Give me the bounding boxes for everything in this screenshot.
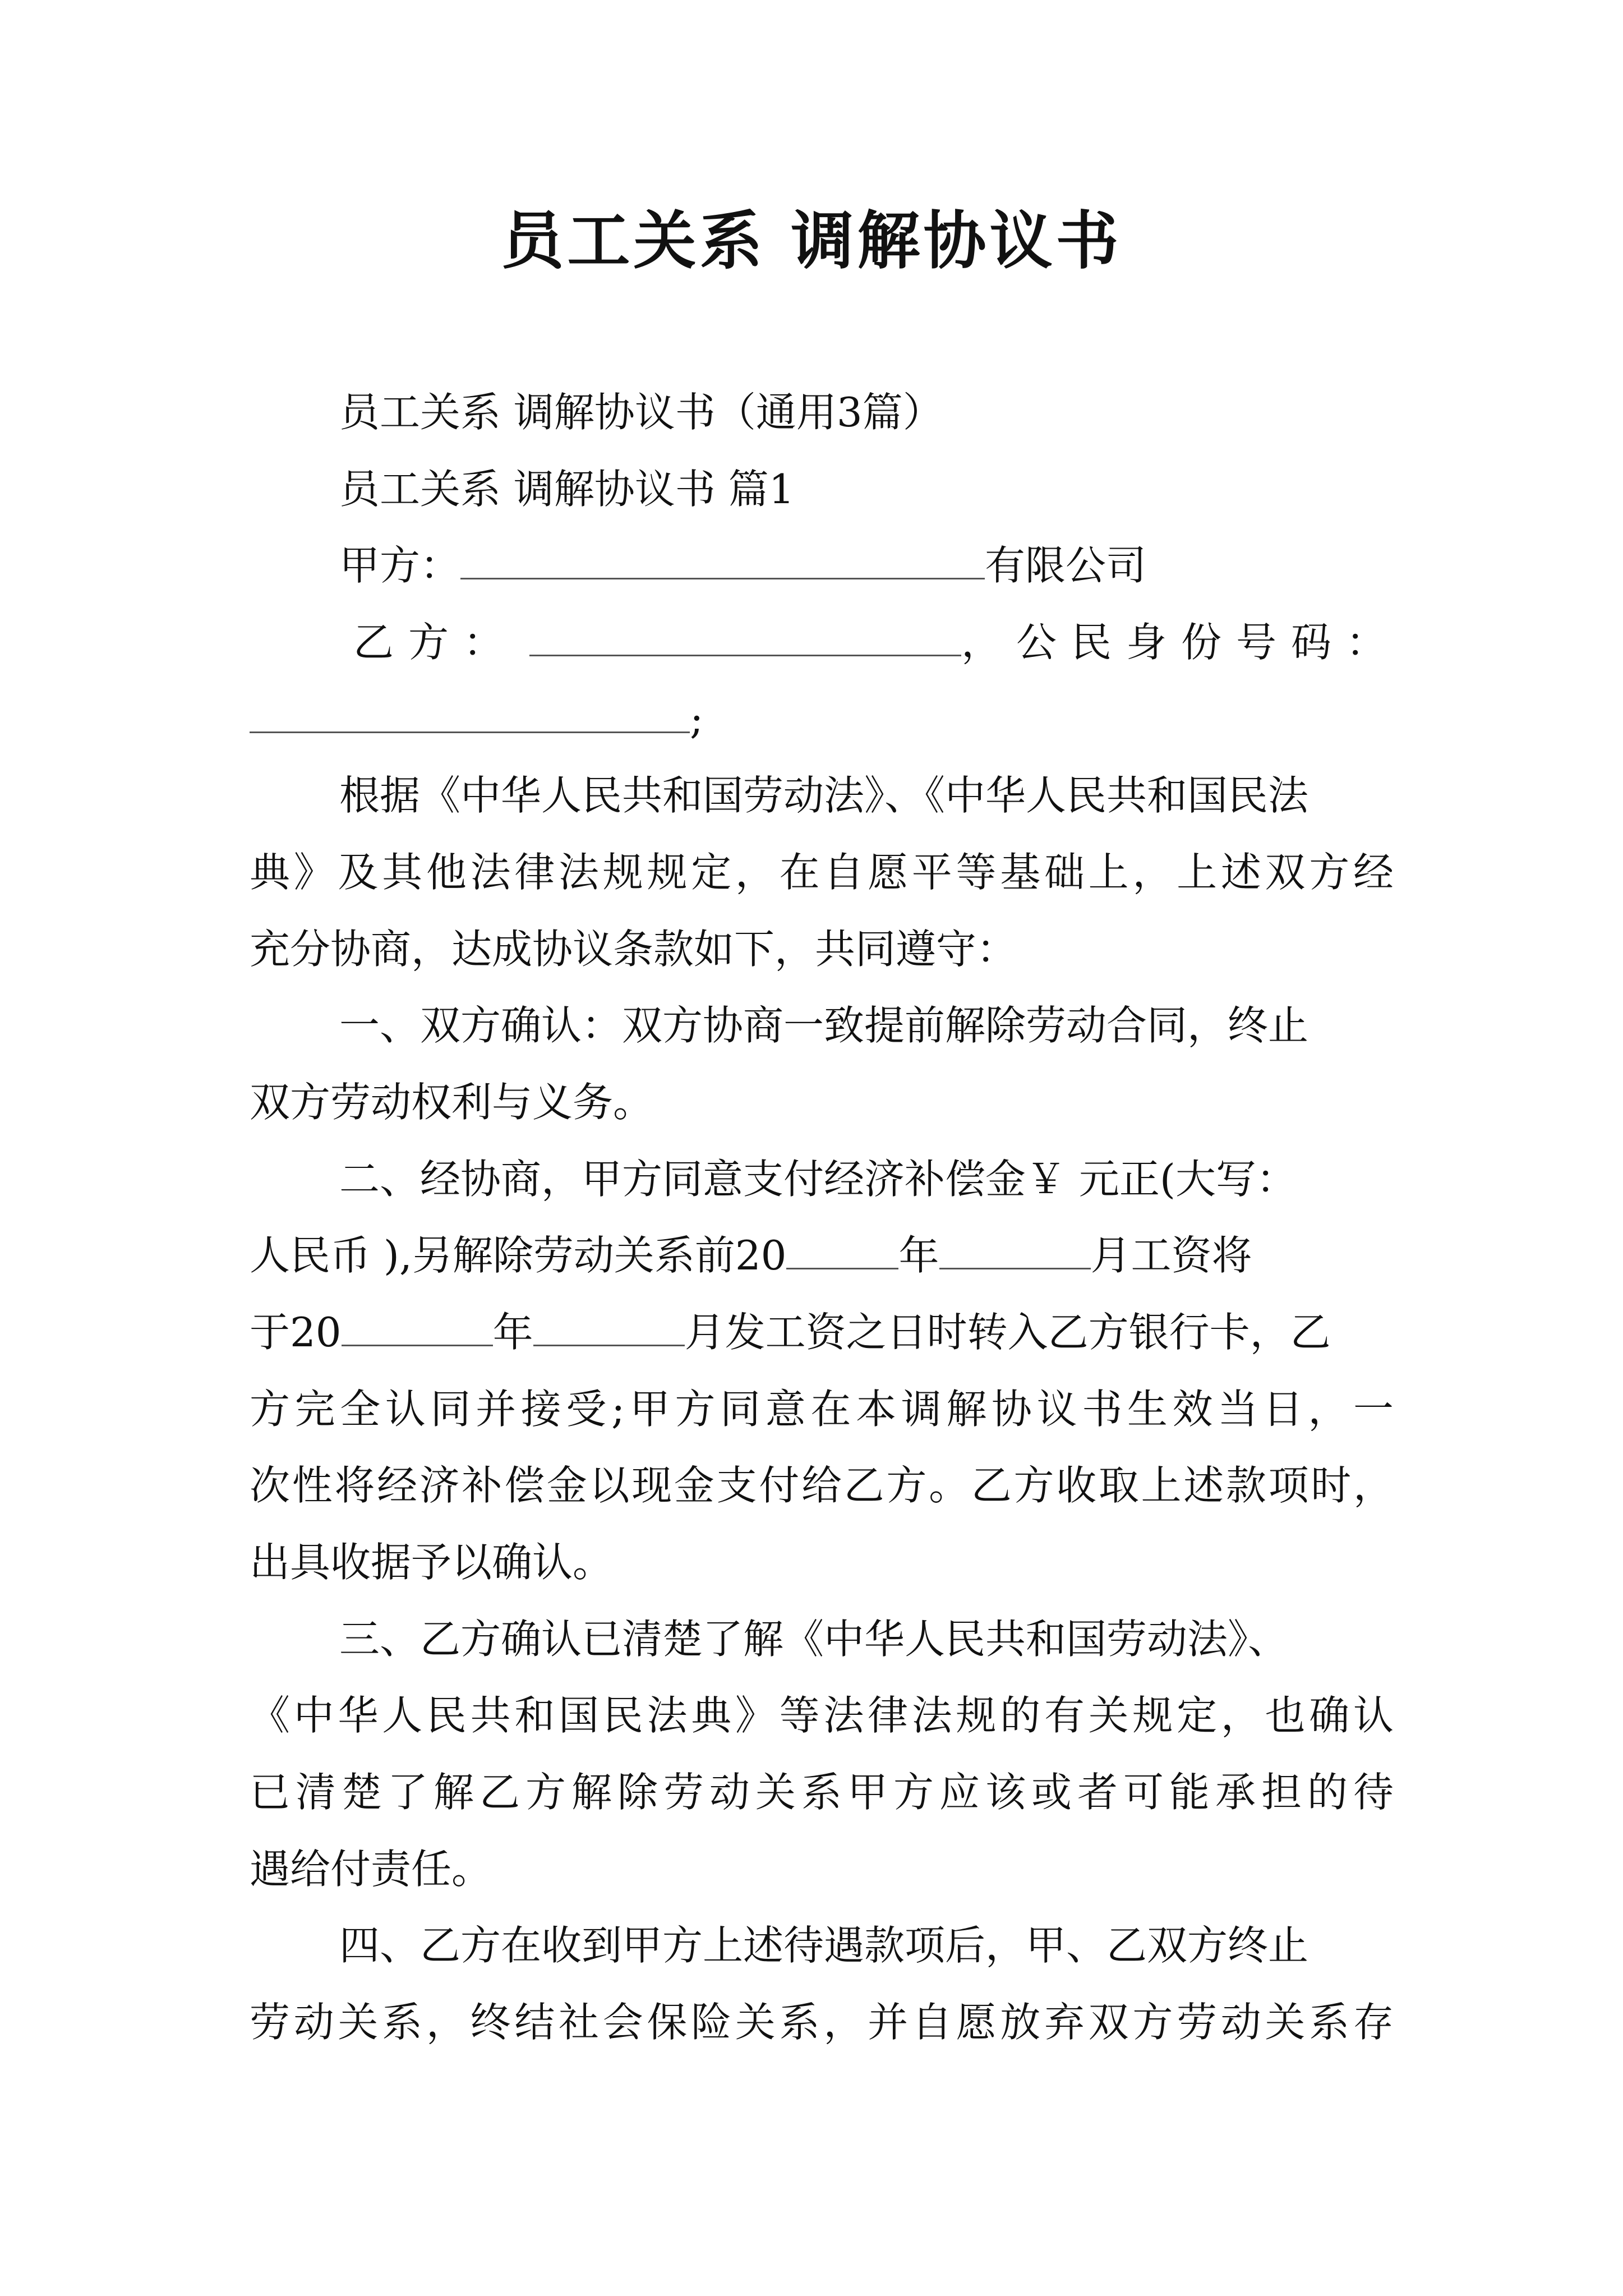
body-line: 遇给付责任。 [250,1846,492,1893]
year-blank [342,1309,493,1346]
wage-line: 人民币 ),另解除劳动关系前20 年 月工资将 [250,1232,1252,1279]
body-line: 双方劳动权利与义务。 [250,1079,654,1126]
party-b-id-line [250,694,1394,744]
party-b-end: ; [690,696,704,743]
subtitle: 员工关系 调解协议书（通用3篇） [339,389,943,436]
body-line: 二、经协商，甲方同意支付经济补偿金￥ 元正(大写： [339,1156,1297,1203]
pay-date-line: 于20 年 月发工资之日时转入乙方银行卡，乙 [250,1309,1331,1356]
party-a-label: 甲方： [339,542,461,589]
party-a-line [339,540,1394,591]
body-line: 三、乙方确认已清楚了解《中华人民共和国劳动法》、 [339,1616,1289,1663]
body-line: 四、乙方在收到甲方上述待遇款项后，甲、乙双方终止 [339,1922,1309,1969]
body-line: 典》及其他法律法规规定，在自愿平等基础上，上述双方经 [250,849,1394,896]
body-line: 充分协商，达成协议条款如下，共同遵守： [250,926,1017,973]
body-line: 劳动关系，终结社会保险关系，并自愿放弃双方劳动关系存 [250,1999,1394,2046]
month-blank [533,1309,685,1346]
party-a-name-blank [460,542,985,579]
section-heading: 员工关系 调解协议书 篇1 [339,466,795,513]
body-line: 出具收据予以确认。 [250,1539,614,1586]
party-b-id-label: ，公民身份号码： [961,619,1401,666]
month-blank [939,1232,1091,1269]
body-line: 方完全认同并接受;甲方同意在本调解协议书生效当日，一 [250,1386,1394,1433]
body-line: 已清楚了解乙方解除劳动关系甲方应该或者可能承担的待 [250,1769,1394,1816]
party-b-label: 乙方： [353,619,519,666]
party-b-id-blank [250,696,690,733]
party-a-suffix: 有限公司 [985,542,1147,589]
body-line: 根据《中华人民共和国劳动法》、《中华人民共和国民法 [339,772,1309,819]
body-line: 次性将经济补偿金以现金支付给乙方。乙方收取上述款项时， [250,1462,1394,1509]
party-b-name-blank [529,619,961,656]
body-line: 《中华人民共和国民法典》等法律法规的有关规定，也确认 [250,1692,1394,1739]
month-blank [786,1232,898,1269]
body-line: 一、双方确认：双方协商一致提前解除劳动合同，终止 [339,1002,1309,1049]
document-title: 员工关系 调解协议书 [501,204,1122,278]
party-b-line [353,617,1408,668]
